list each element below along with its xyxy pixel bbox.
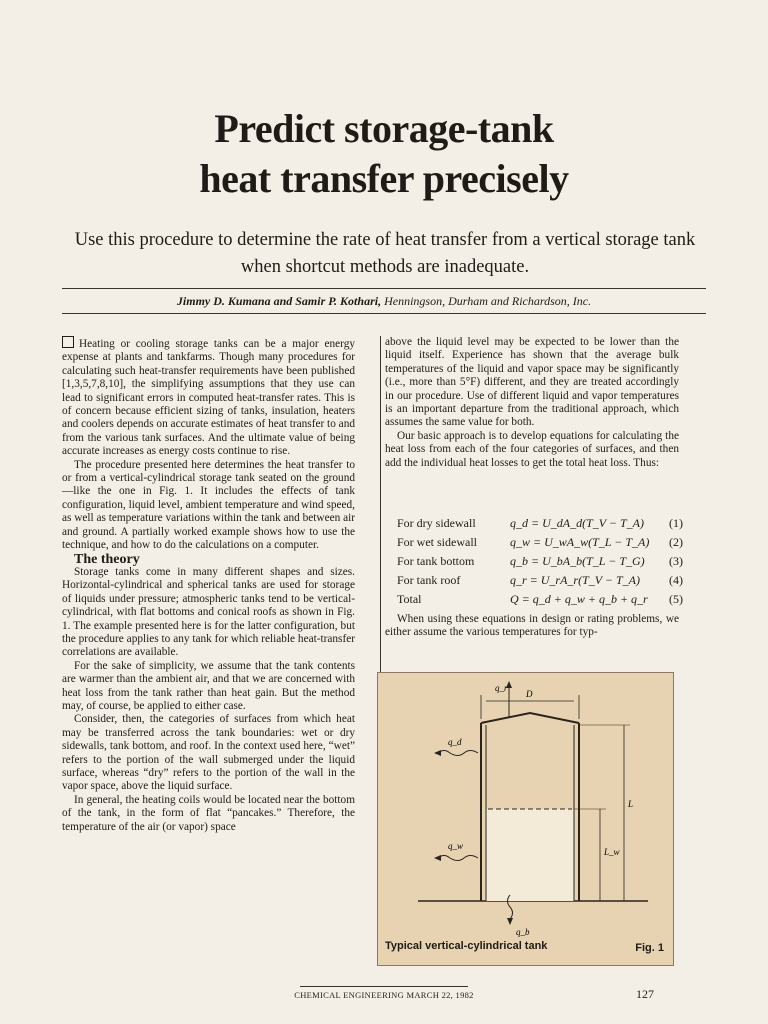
equation-number: (5) (669, 592, 683, 606)
equation-row (397, 514, 683, 533)
tank-diagram (378, 673, 673, 965)
equation-formula: q_r = U_rA_r(T_V − T_A) (510, 573, 640, 587)
equation-row (397, 552, 683, 571)
equation-number: (3) (669, 554, 683, 568)
tank-roof (481, 713, 579, 723)
paragraph-design: When using these equations in design or rating problems, we either assume the various temperatures for typ- (385, 613, 679, 639)
paragraph-procedure: The procedure presented here determines the heat transfer to or from a vertical-cylindrical storage tank seated on the ground—like the one in Fig. 1. It includes the effects of tank configuration, liquid level, ambient temperature and wind speed, as well as temperature variations within the tank and between air and ground. A partially worked example shows how to use the technique, and how to do the calculations on a computer. (62, 458, 355, 552)
equation-row (397, 533, 683, 552)
right-column-text-bottom (385, 613, 679, 640)
equation-formula: q_w = U_wA_w(T_L − T_A) (510, 535, 650, 549)
byline (0, 294, 768, 309)
dry-wall-heat-wave (438, 751, 478, 756)
equation-number: (4) (669, 573, 683, 587)
equation-label: For tank bottom (397, 554, 475, 568)
equation-row (397, 571, 683, 590)
title-line-2: heat transfer precisely (199, 156, 569, 201)
paragraph-temps: above the liquid level may be expected to be lower than the liquid itself. Experience has shown that the average bulk temperatures of the liquid and vapor space may be significantly (i.e., more than 5°F) different, and they are treated accordingly in our procedure. Use of different liquid and vapor temperatures is an important departure from the traditional approach, which assumes the same value for both. (385, 336, 679, 429)
left-column (62, 336, 355, 834)
page-number: 127 (636, 987, 654, 1001)
label-qw: q_w (448, 841, 464, 851)
journal-footer: CHEMICAL ENGINEERING MARCH 22, 1982 (294, 990, 474, 1000)
label-D: D (526, 689, 533, 699)
label-L: L (628, 799, 634, 809)
bottom-arrow-head (507, 918, 513, 925)
paragraph-theory-2: For the sake of simplicity, we assume that the tank contents are warmer than the ambient air, and that we are concerned with heat loss from the tank rather than heat gain. But the method may, of course, be applied to either case. (62, 659, 355, 712)
paragraph-theory-1: Storage tanks come in many different shapes and sizes. Horizontal-cylindrical and spherical tanks are used for storage of liquids under pressure; atmospheric tanks tend to be vertical-cylindrical, with flat bottoms and conical roofs as shown in Fig. 1. The example presented here is for the latter configuration, but the procedure applies to any tank for which reliable heat-transfer correlations are available. (62, 565, 355, 659)
paragraph-theory-4: In general, the heating coils would be located near the bottom of the tank, in the form of flat “pancakes.” Therefore, the temperature of the air (or vapor) space (62, 793, 355, 833)
label-qd: q_d (448, 737, 462, 747)
label-qr: q_r (495, 683, 508, 693)
tank-liquid (486, 809, 574, 901)
right-column-text-top (385, 336, 679, 470)
equation-label: Total (397, 592, 422, 606)
figure-caption: Typical vertical-cylindrical tank (385, 940, 548, 952)
equation-label: For wet sidewall (397, 535, 477, 549)
equation-number: (2) (669, 535, 683, 549)
equation-formula: q_b = U_bA_b(T_L − T_G) (510, 554, 645, 568)
equation-formula: Q = q_d + q_w + q_b + q_r (510, 592, 648, 606)
equations-list (397, 514, 683, 609)
figure-1-panel (377, 672, 674, 966)
label-Lw: L_w (604, 847, 620, 857)
wet-wall-arrow-head (434, 855, 441, 861)
paragraph-approach: Our basic approach is to develop equations for calculating the heat loss from each of the four categories of surfaces, and then add the individual heat losses to get the total heat loss. Thus: (385, 429, 679, 469)
equation-row (397, 590, 683, 609)
label-qb: q_b (516, 927, 530, 937)
checkbox-square-icon (62, 336, 74, 348)
wet-wall-heat-wave (438, 856, 478, 861)
dry-wall-arrow-head (434, 750, 441, 756)
affiliation: Henningson, Durham and Richardson, Inc. (384, 294, 592, 308)
paragraph-theory-3: Consider, then, the categories of surfaces from which heat may be transferred across the tank boundaries: wet or dry sidewalls, tank bottom, and roof. In the context used here, “wet” refers to the portion of the wall submerged under the liquid surface, whereas “dry” refers to the portion of the wall in the vapor space, above the liquid surface. (62, 713, 355, 793)
figure-number: Fig. 1 (635, 942, 664, 954)
equation-formula: q_d = U_dA_d(T_V − T_A) (510, 516, 644, 530)
article-title (0, 104, 768, 204)
paragraph-intro: Heating or cooling storage tanks can be a major energy expense at plants and tankfarms. Though many procedures for calculating such heat-transfer requirements have been published [1,3,5,7,8,10], the simplifying assumptions that they use can lead to significant errors in computed heat-transfer rates. This is of concern because efficient sizing of tanks, insulation, heaters and coolers depends on accurate estimates of heat transfer to and from the various tank surfaces. And the ultimate value of being accurate increases as energy costs continue to rise. (62, 338, 355, 458)
footer-rule (300, 986, 468, 987)
authors: Jimmy D. Kumana and Samir P. Kothari, (176, 294, 382, 308)
title-line-1: Predict storage-tank (214, 106, 554, 151)
equation-label: For tank roof (397, 573, 461, 587)
byline-top-rule (62, 288, 706, 289)
equation-label: For dry sidewall (397, 516, 476, 530)
section-heading-theory: The theory (74, 551, 140, 567)
article-subtitle: Use this procedure to determine the rate of heat transfer from a vertical storage tank when shortcut methods are inadequate. (74, 230, 696, 277)
byline-bottom-rule (62, 313, 706, 314)
equation-number: (1) (669, 516, 683, 530)
